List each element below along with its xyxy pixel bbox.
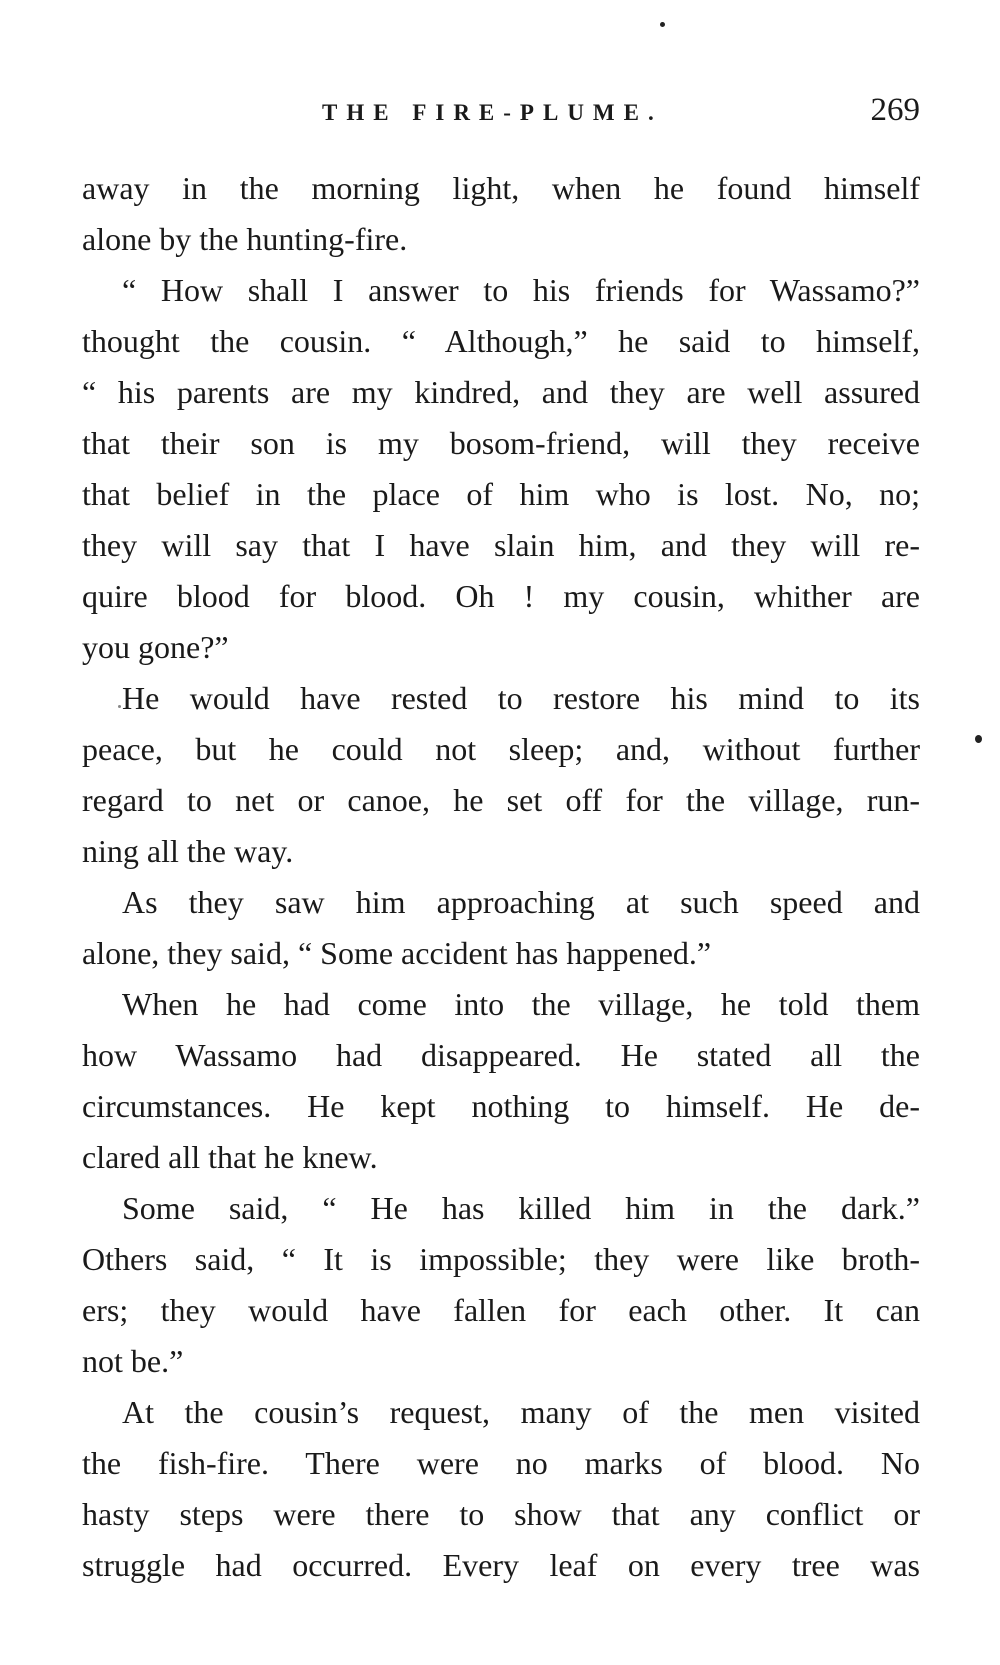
- text-line: ers; they would have fallen for each other. It can: [82, 1292, 920, 1328]
- text-line: thought the cousin. “ Although,” he said to himself,: [82, 323, 920, 359]
- text-line: they will say that I have slain him, and they will re-: [82, 527, 920, 563]
- body-text: [82, 163, 920, 1591]
- page-number: 269: [870, 92, 920, 128]
- text-line: quire blood for blood. Oh ! my cousin, whither are: [82, 578, 920, 614]
- text-line: circumstances. He kept nothing to himself. He de-: [82, 1088, 920, 1124]
- text-line: clared all that he knew.: [82, 1139, 378, 1175]
- text-line: you gone?”: [82, 629, 229, 665]
- text-line: hasty steps were there to show that any conflict or: [82, 1496, 920, 1532]
- print-speck: [660, 22, 665, 27]
- text-line: At the cousin’s request, many of the men visited: [122, 1394, 920, 1430]
- text-line: peace, but he could not sleep; and, without further: [82, 731, 920, 767]
- running-title: THE FIRE-PLUME.: [322, 100, 663, 125]
- print-speck: [975, 735, 982, 743]
- text-line: how Wassamo had disappeared. He stated all the: [82, 1037, 920, 1073]
- text-line: alone, they said, “ Some accident has happened.”: [82, 935, 712, 971]
- text-line: the fish-fire. There were no marks of blood. No: [82, 1445, 920, 1481]
- text-line: “ his parents are my kindred, and they are well assured: [82, 374, 920, 410]
- text-line: “ How shall I answer to his friends for Wassamo?”: [122, 272, 920, 308]
- running-head: [82, 92, 920, 132]
- text-line: alone by the hunting-fire.: [82, 221, 408, 257]
- print-speck: [118, 705, 121, 708]
- text-line: As they saw him approaching at such speed and: [122, 884, 920, 920]
- text-line: ning all the way.: [82, 833, 294, 869]
- text-line: When he had come into the village, he told them: [122, 986, 920, 1022]
- text-line: that their son is my bosom-friend, will they receive: [82, 425, 920, 461]
- text-line: struggle had occurred. Every leaf on every tree was: [82, 1547, 920, 1583]
- text-line: regard to net or canoe, he set off for the village, run-: [82, 782, 920, 818]
- text-line: that belief in the place of him who is lost. No, no;: [82, 476, 920, 512]
- text-line: Some said, “ He has killed him in the dark.”: [122, 1190, 920, 1226]
- text-line: Others said, “ It is impossible; they were like broth-: [82, 1241, 920, 1277]
- text-line: He would have rested to restore his mind to its: [122, 680, 920, 716]
- text-line: away in the morning light, when he found himself: [82, 170, 920, 206]
- text-line: not be.”: [82, 1343, 184, 1379]
